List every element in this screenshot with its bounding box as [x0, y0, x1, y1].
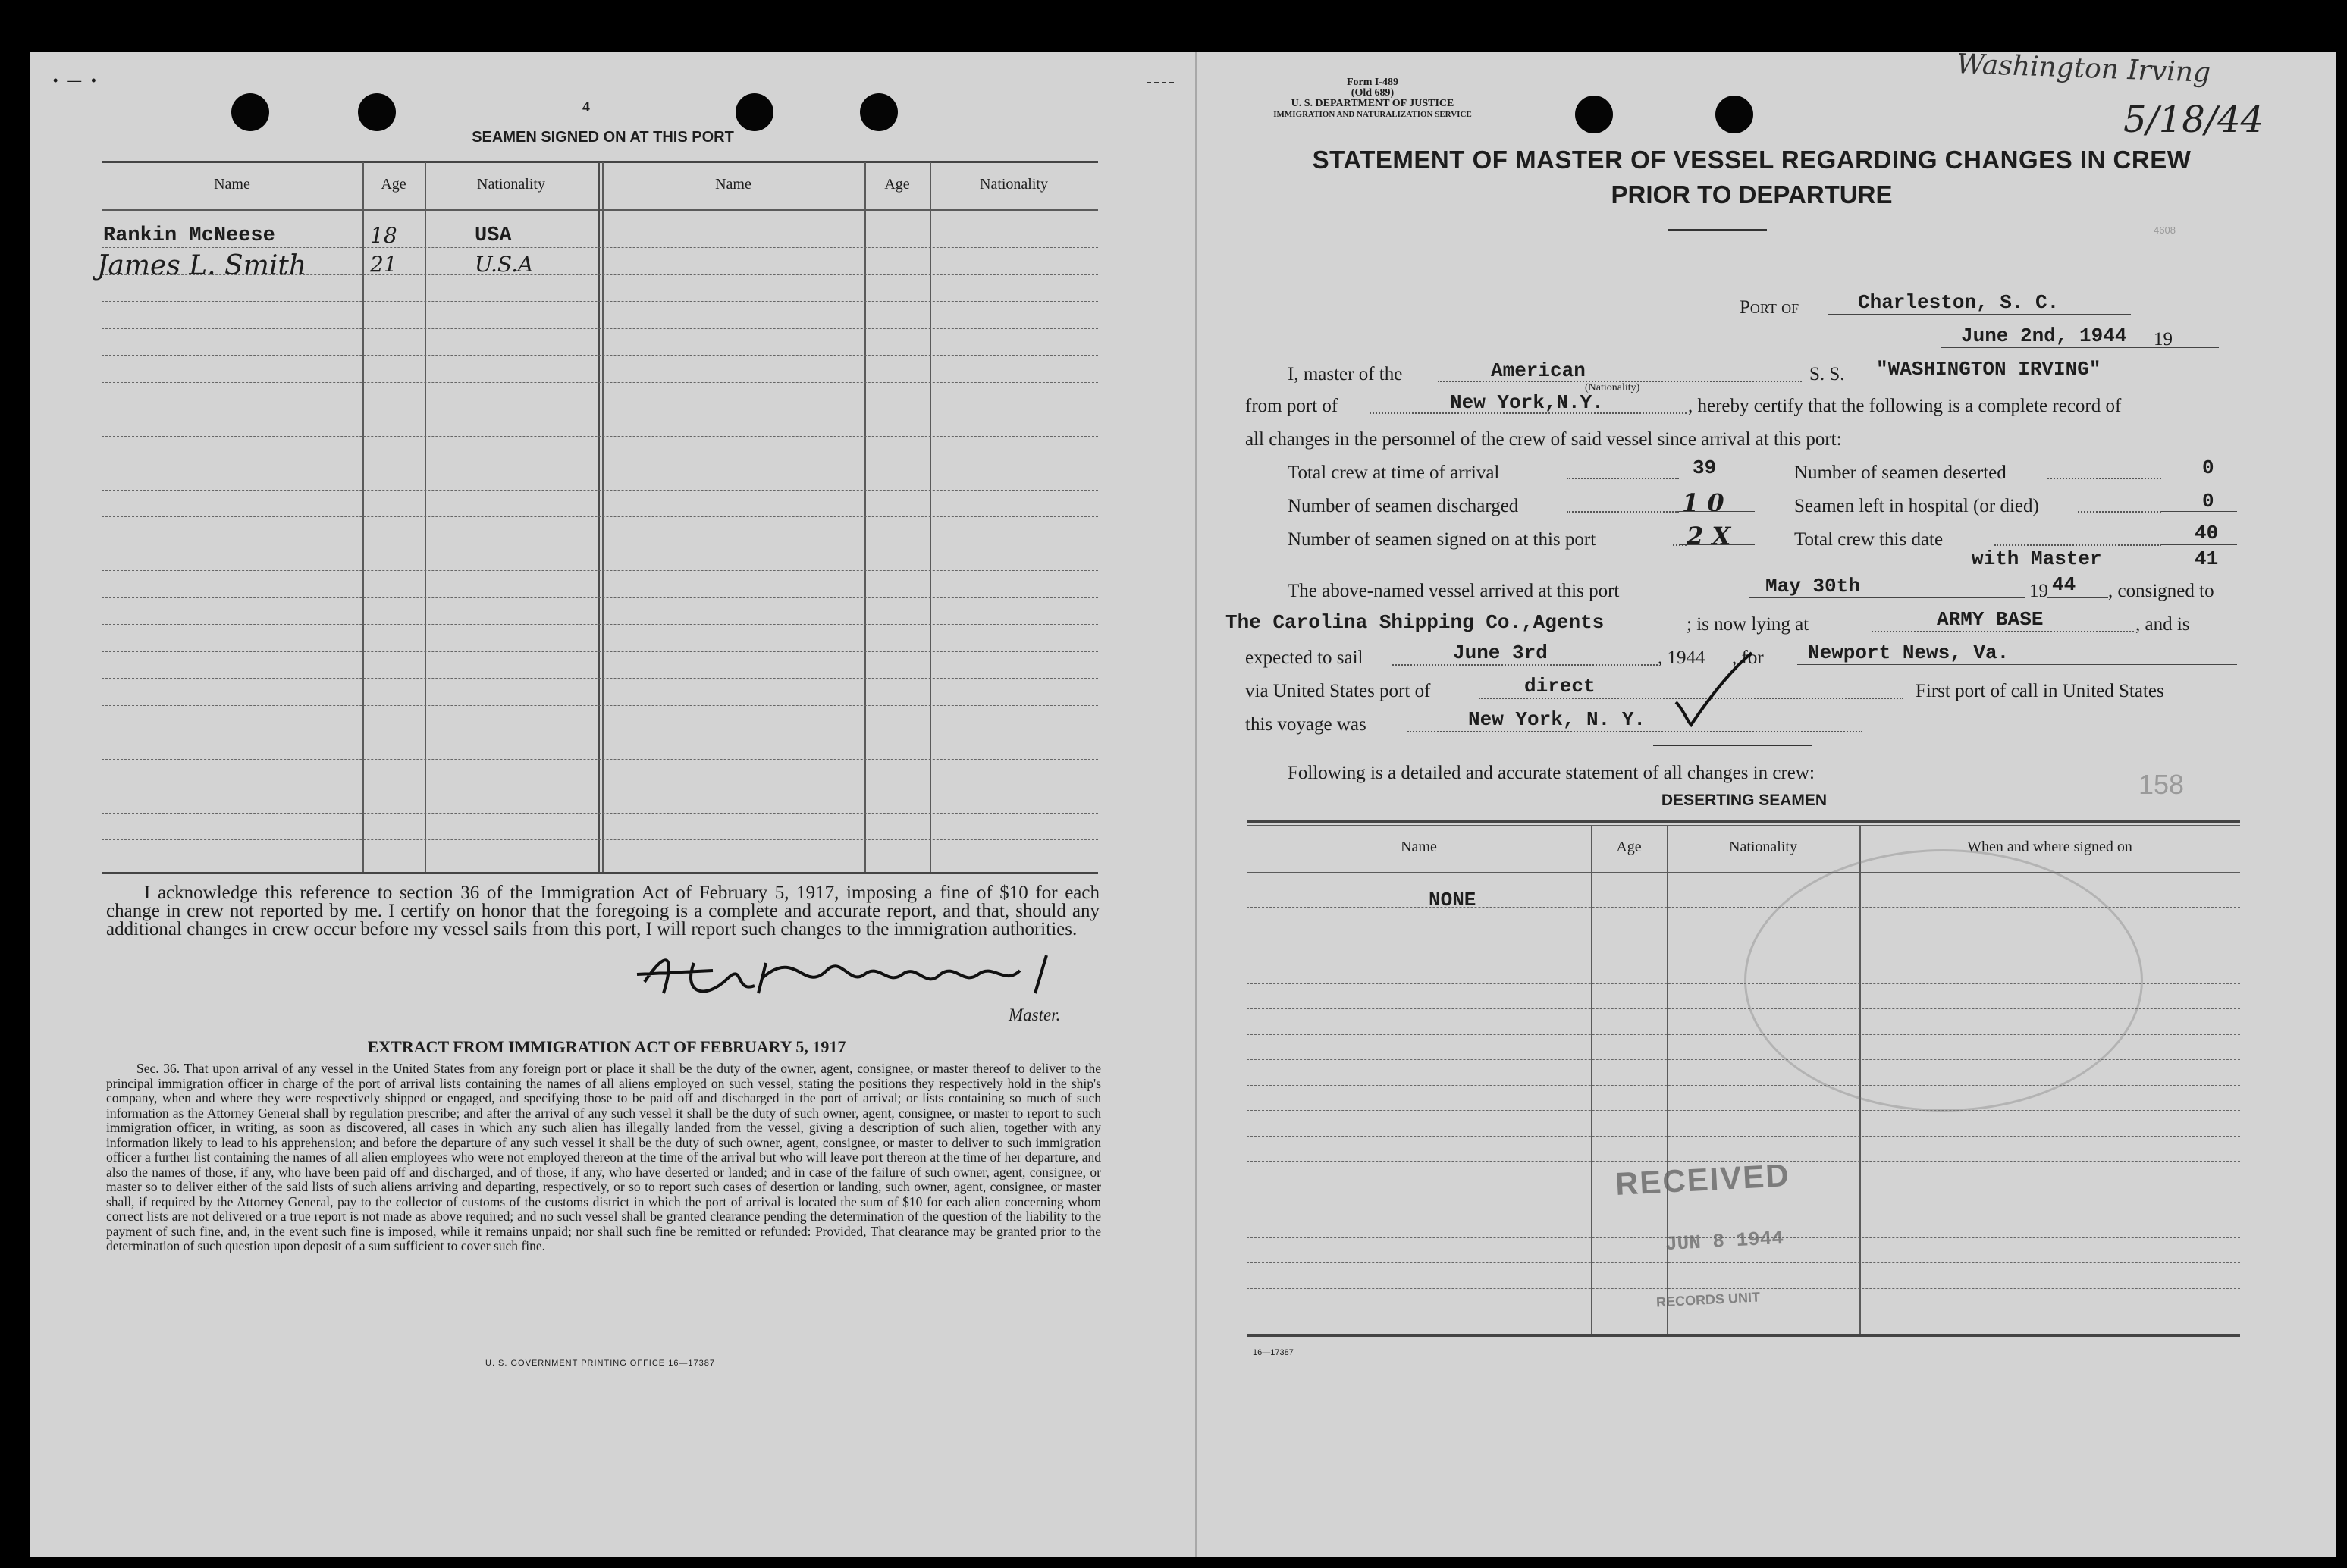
punch-hole [1715, 96, 1753, 133]
fill-line [1407, 731, 1862, 732]
row-rule [102, 597, 1098, 598]
row-rule [102, 624, 1098, 625]
deserting-table-top [1247, 820, 2240, 823]
document-subtitle: PRIOR TO DEPARTURE [1611, 180, 1893, 209]
voyage-label: this voyage was [1245, 714, 1366, 735]
punch-hole [860, 93, 898, 131]
form-old-number: (Old 689) [1351, 87, 1395, 99]
pencil-number: 158 [2138, 769, 2185, 800]
table-header-rule [102, 209, 1098, 211]
signed-on-value: 2 X [1687, 522, 1731, 550]
department-name: U. S. DEPARTMENT OF JUSTICE [1291, 98, 1454, 109]
page-number: 4 [582, 99, 590, 115]
row-name: James L. Smith [97, 250, 307, 281]
extract-title: EXTRACT FROM IMMIGRATION ACT OF FEBRUARY 5, 1917 [367, 1037, 846, 1056]
form-number: Form I-489 [1346, 77, 1399, 88]
printer-line: U. S. GOVERNMENT PRINTING OFFICE 16—17387 [485, 1359, 716, 1368]
date-suffix: 19 [2154, 329, 2173, 350]
lying-value: ARMY BASE [1937, 608, 2044, 631]
extract-text: Sec. 36. That upon arrival of any vessel in the United States from any foreign port or place it shall be the duty of the owner, agent, consignee, or master thereof to deliver to the principal immigration officer in charge of the port of arrival lists containing the names of all aliens employed on such vessel, stating the positions they respectively hold in the ship's company, when and where they were respectively shipped or engaged, and specifying those to be paid off and discharged in the port of arrival; or lists containing so much of such information as the Attorney General shall by regulation prescribe; and after the arrival of any such vessel it shall be the duty of such owner, agent, consignee, or master to report to such immigration officer, in writing, as soon as discovered, all cases in which any such alien has illegally landed from the vessel, giving a description of such alien, together with any information likely to lead to his apprehension; and before the departure of any such vessel it shall be the duty of such owner, agent, consignee, or master to deliver to such immigration officer a further list containing the names of all alien employees who were not employed thereon at the time of the arrival but who will leave port thereon at the time of her departure, and also the names of those, if any, who have been paid off and discharged, and of those, if any, who have deserted or landed; and in case of the failure of such owner, agent, consignee, or master so to deliver either of the said lists of such aliens arriving and departing, respectively, or so to report such cases of desertion or landing, such owner, agent, consignee, or master shall, if required by the Attorney General, pay to the collector of customs of the customs district in which the port of arrival is located the sum of $10 for each alien concerning whom correct lists are not delivered or a true report is not made as above required; and no such vessel shall be granted clearance pending the determination of the question of the liability to the payment of such fine, and, in the event such fine is imposed, while it remains unpaid; nor shall such fine be remitted or refunded: Provided, That clearance may be granted prior to the determination of such question upon deposit of a sum sufficient to cover such fine. [106, 1061, 1101, 1253]
first-port-label: First port of call in United States [1916, 681, 2164, 701]
title-rule [1668, 229, 1767, 231]
service-name: IMMIGRATION AND NATURALIZATION SERVICE [1273, 110, 1472, 119]
via-value: direct [1524, 675, 1596, 698]
following-text: Following is a detailed and accurate statement of all changes in crew: [1288, 763, 1815, 783]
discharged-label: Number of seamen discharged [1288, 496, 1519, 516]
fill-line [2078, 511, 2161, 513]
row-rule [102, 355, 1098, 356]
value-underline [1679, 544, 1755, 545]
row-rule [102, 328, 1098, 329]
signed-on-label: Number of seamen signed on at this port [1288, 529, 1596, 550]
year-underline [2047, 597, 2108, 598]
row-rule [102, 759, 1098, 760]
row-rule [102, 813, 1098, 814]
row-rule [102, 382, 1098, 383]
arrived-label: The above-named vessel arrived at this port [1288, 581, 1620, 601]
column-header-name: Name [715, 176, 751, 193]
column-header-nationality: Nationality [477, 176, 545, 193]
row-rule [102, 839, 1098, 840]
for-label: , for [1732, 648, 1764, 668]
consignee-value: The Carolina Shipping Co.,Agents [1225, 611, 1605, 634]
handwritten-reference: 5/18/44 [2123, 99, 2264, 141]
row-rule [102, 490, 1098, 491]
col-divider [598, 162, 600, 872]
column-header-age: Age [381, 176, 406, 193]
fill-line [1872, 631, 2134, 632]
row-rule [102, 516, 1098, 517]
lying-label: ; is now lying at [1687, 614, 1809, 635]
table-bottom-rule [102, 872, 1098, 874]
row-rule [1247, 1085, 2240, 1086]
vessel-value: "WASHINGTON IRVING" [1876, 358, 2101, 381]
column-header-age: Age [1616, 839, 1642, 855]
master-signature [622, 940, 1092, 1008]
row-rule [102, 678, 1098, 679]
row-rule [102, 705, 1098, 706]
column-header-age: Age [884, 176, 910, 193]
nationality-caption: (Nationality) [1585, 382, 1640, 394]
row-rule [1247, 1288, 2240, 1289]
with-master-value: 41 [2195, 547, 2219, 570]
deserted-label: Number of seamen deserted [1794, 463, 2007, 483]
deserting-row-name: NONE [1429, 889, 1476, 911]
hospital-label: Seamen left in hospital (or died) [1794, 496, 2039, 516]
section-rule [1653, 745, 1812, 746]
footer-code: 16—17387 [1253, 1348, 1294, 1357]
and-is-text: , and is [2135, 614, 2190, 635]
consigned-label: , consigned to [2108, 581, 2214, 601]
port-label: Port of [1740, 297, 1799, 318]
hospital-value: 0 [2202, 490, 2214, 513]
signature-caption: Master. [1009, 1005, 1061, 1024]
all-changes-text: all changes in the personnel of the crew of said vessel since arrival at this port: [1245, 429, 1842, 450]
top-left-mark: • — • [53, 73, 99, 88]
received-stamp-date: JUN 8 1944 [1665, 1226, 1784, 1256]
row-nationality: USA [475, 224, 512, 247]
table-top-rule [102, 161, 1098, 163]
handwritten-vessel-name: Washington Irving [1956, 49, 2211, 89]
total-crew-value: 39 [1693, 456, 1717, 479]
col-divider [425, 162, 426, 872]
for-value: Newport News, Va. [1808, 641, 2010, 664]
discharged-value: 1 0 [1682, 488, 1724, 517]
document-title: STATEMENT OF MASTER OF VESSEL REGARDING CHANGES IN CREW [1312, 146, 2192, 174]
total-crew-label: Total crew at time of arrival [1288, 463, 1500, 483]
column-header-signed-on: When and where signed on [1967, 839, 2132, 855]
col-divider [1591, 826, 1592, 1334]
port-underline [1828, 314, 2131, 315]
column-header-name: Name [1401, 839, 1437, 855]
port-value: Charleston, S. C. [1858, 291, 2060, 314]
row-rule [102, 301, 1098, 302]
received-stamp: RECEIVED [1614, 1156, 1791, 1203]
col-divider [930, 162, 931, 872]
fill-line [1567, 478, 1679, 479]
col-divider [864, 162, 866, 872]
fill-line [1392, 664, 1658, 666]
voyage-value: New York, N. Y. [1468, 708, 1646, 731]
for-underline [1797, 664, 2237, 665]
received-stamp-unit: RECORDS UNIT [1655, 1289, 1761, 1310]
row-rule [102, 651, 1098, 652]
nationality-value: American [1491, 359, 1586, 382]
year-prefix: 19 [2029, 581, 2048, 601]
via-label: via United States port of [1245, 681, 1431, 701]
value-underline [1679, 511, 1755, 512]
column-header-nationality: Nationality [1729, 839, 1797, 855]
deserted-value: 0 [2202, 456, 2214, 479]
row-nationality: U.S.A [475, 252, 534, 277]
page-fold [1195, 52, 1197, 1557]
total-date-value: 40 [2195, 522, 2219, 544]
deserting-table-top [1247, 825, 2240, 826]
punch-hole [1575, 96, 1613, 133]
col-divider [1667, 826, 1668, 1334]
deserting-title: DESERTING SEAMEN [1661, 792, 1828, 809]
total-date-label: Total crew this date [1794, 529, 1944, 550]
punch-hole [736, 93, 773, 131]
section-title: SEAMEN SIGNED ON AT THIS PORT [472, 129, 734, 146]
from-port-value: New York,N.Y. [1450, 391, 1604, 414]
row-rule [1247, 1136, 2240, 1137]
arrived-value: May 30th [1765, 575, 1860, 597]
column-header-nationality: Nationality [980, 176, 1048, 193]
row-age: 21 [370, 252, 397, 277]
ss-label: S. S. [1809, 364, 1845, 384]
faint-round-stamp [1744, 849, 2143, 1112]
row-rule [102, 247, 1098, 248]
column-header-name: Name [214, 176, 250, 193]
fill-line [1994, 544, 2161, 546]
arrived-year: 44 [2052, 573, 2076, 596]
document-sheet [30, 52, 2336, 1557]
punch-hole [231, 93, 269, 131]
top-dash-mark [1147, 82, 1174, 83]
row-rule [1247, 1262, 2240, 1263]
date-underline [1941, 347, 2219, 348]
col-divider [602, 162, 604, 872]
row-name: Rankin McNeese [103, 224, 275, 247]
certify-text: , hereby certify that the following is a complete record of [1688, 396, 2122, 416]
fill-line [2047, 478, 2161, 479]
deserting-table-bottom [1247, 1334, 2240, 1337]
expected-value: June 3rd [1453, 641, 1548, 664]
date-value: June 2nd, 1944 [1961, 325, 2127, 347]
expected-label: expected to sail [1245, 648, 1363, 668]
acknowledgement-text: I acknowledge this reference to section 36 of the Immigration Act of February 5, 1917, imposing a fine of $10 for each change in crew not reported by me. I certify on honor that the foregoing is a complete and accurate report, and that, should any additional changes in crew occur before my vessel sails from this port, I will report such changes to the immigration authorities. [106, 883, 1100, 939]
value-underline [2161, 544, 2237, 545]
row-rule [102, 436, 1098, 437]
punch-hole [358, 93, 396, 131]
master-of-label: I, master of the [1288, 364, 1403, 384]
faint-stamp: 4608 [2154, 224, 2176, 236]
row-rule [102, 570, 1098, 571]
row-age: 18 [370, 223, 397, 248]
row-rule [1247, 1110, 2240, 1111]
expected-year: , 1944 [1658, 648, 1705, 668]
from-port-label: from port of [1245, 396, 1338, 416]
check-mark-icon [1668, 649, 1759, 732]
col-divider [362, 162, 364, 872]
form-block [1244, 77, 1501, 120]
fill-line [1567, 511, 1679, 513]
with-master-label: with Master [1972, 547, 2102, 570]
value-underline [2161, 511, 2237, 512]
deserting-header-rule [1247, 872, 2240, 873]
arrived-underline [1749, 597, 2025, 598]
